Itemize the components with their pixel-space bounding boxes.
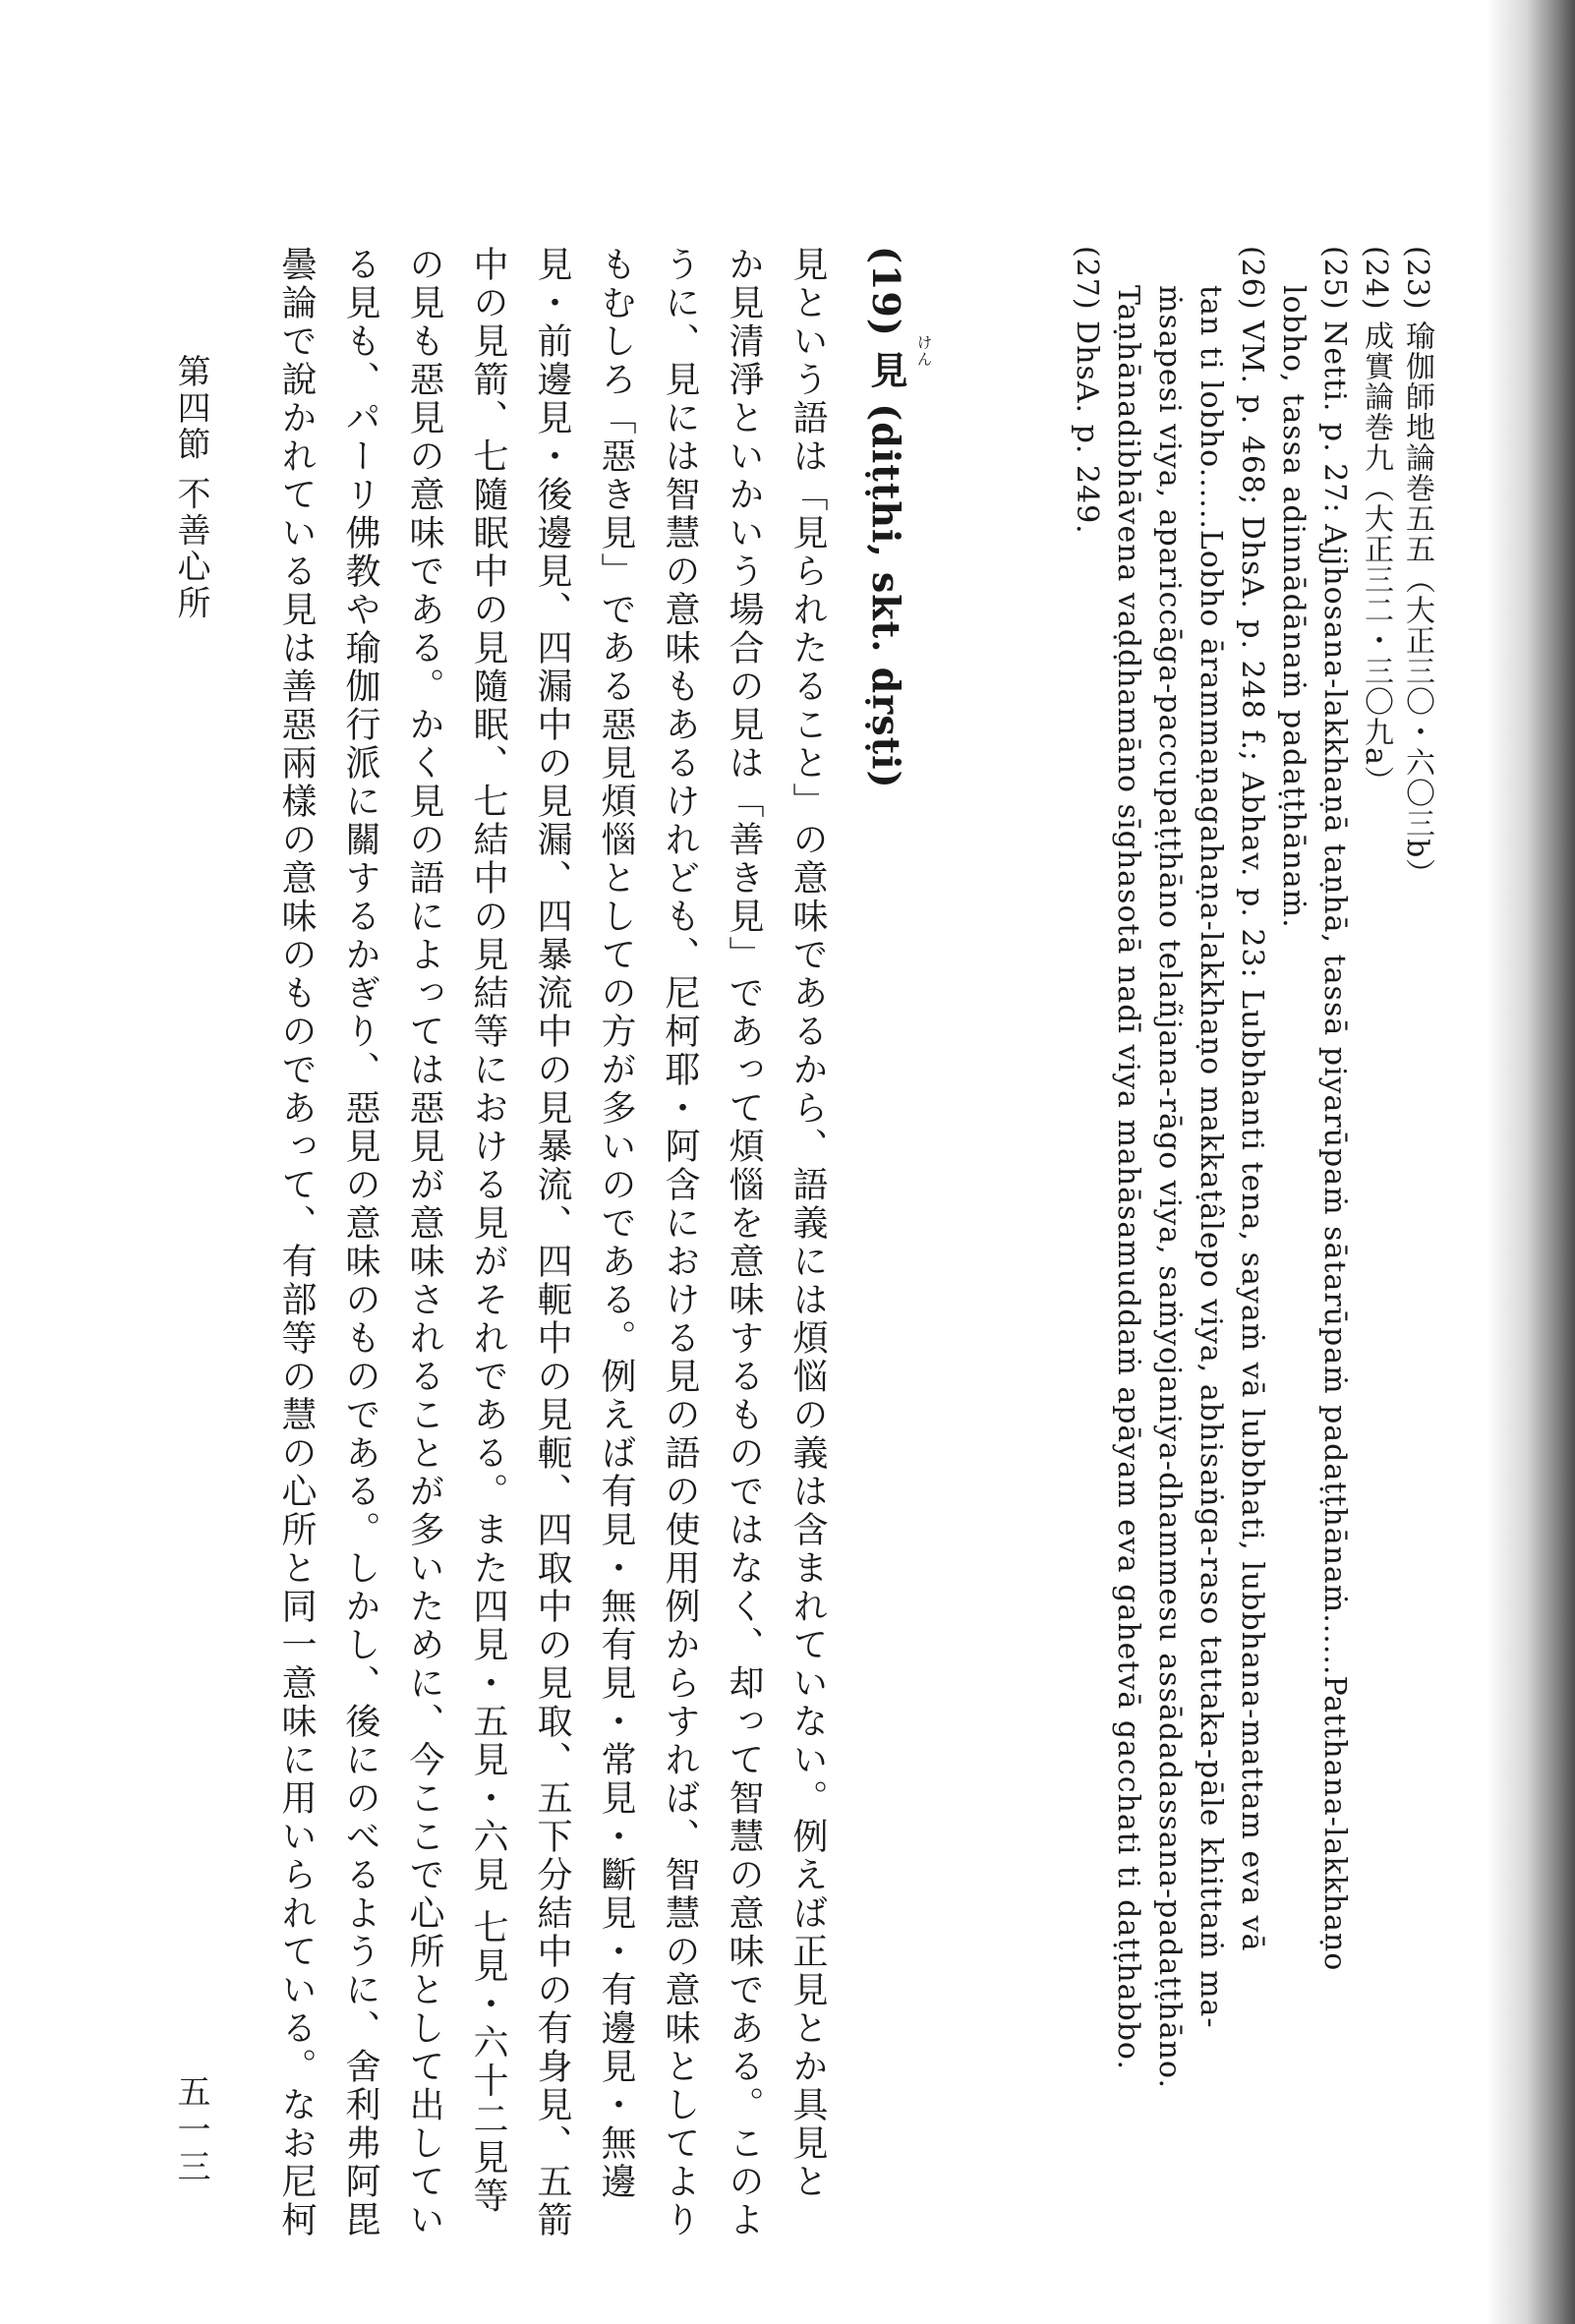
scan-edge-shadow: [1487, 0, 1575, 2324]
footnote-26-line-3: ṁsapesi viya, apariccāga-paccupaṭṭhāno telañjana-rāgo viya, saṁyojaniya-dhammesu assādadassana-padaṭṭhāno.: [1152, 285, 1187, 2090]
body-line-6: 中の見箭、七隨眠中の見隨眠、七結中の見結等における見がそれである。また四見・五見・六見 七見・六十二見等: [468, 246, 508, 2216]
footnote-26-line-2: tan ti lobho......Lobho ārammaṇagahaṇa-lakkhaṇo makkaṭâlepo viya, abhisaṅga-raso tattaka-pāle khittaṁ ma-: [1194, 285, 1228, 2029]
footnote-27: (27) DhsA. p. 249.: [1070, 246, 1104, 535]
heading-ruby: けん: [914, 334, 933, 368]
body-line-7: の見も惡見の意味である。かく見の語によっては惡見が意味されることが多いために、今ここで心所として出してい: [404, 246, 444, 2239]
section-heading-text: (19) 見 (diṭṭhi, skt. dṛṣṭi): [864, 246, 908, 789]
body-line-1: 見という語は「見られたること」の意味であるから、語義には煩悩の義は含まれていない。例えば正見とか具見と: [788, 246, 828, 2201]
footnote-26-line-1: (26) VM. p. 468; DhsA. p. 248 f.; Abhav. p. 23: Lubbhanti tena, sayaṁ vā lubbhati, lubbhana-mattam eva vā: [1235, 246, 1269, 1952]
body-line-5: 見・前邊見・後邊見、四漏中の見漏、四暴流中の見暴流、四軛中の見軛、四取中の見取、五下分結中の有身見、五箭: [532, 246, 572, 2239]
footnote-25-line-2: lobho, tassa adinnādānaṁ padaṭṭhānaṁ.: [1276, 285, 1311, 929]
body-line-2: か見清淨といかいう場合の見は「善き見」であって煩惱を意味するものではなく、却って智慧の意味である。このよ: [724, 246, 764, 2239]
running-head: 第四節 不善心所: [171, 354, 210, 622]
body-line-8: る見も、パーリ佛教や瑜伽行派に關するかぎり、惡見の意味のものである。しかし、後にのべるように、舍利弗阿毘: [340, 246, 380, 2239]
footnote-26-line-4: Taṇhānadibhāvena vaḍḍhamāno sīghasotā nadī viya mahāsamuddaṁ apāyam eva gahetvā gacchati ti daṭṭhabbo.: [1111, 285, 1145, 2070]
body-line-9: 曇論で說かれている見は善惡兩樣の意味のものであって、有部等の慧の心所と同一意味に用いられている。なお尼柯: [276, 246, 317, 2239]
body-line-3: うに、見には智慧の意味もあるけれども、尼柯耶・阿含における見の語の使用例からすれば、智慧の意味としてより: [660, 246, 700, 2239]
footnote-25-line-1: (25) Netti. p. 27: Ajjhosana-lakkhaṇā taṇhā, tassā piyarūpaṁ sātarūpaṁ padaṭṭhānaṁ......Patthana-lakkhaṇo: [1317, 246, 1352, 1972]
page-number: 五一三: [171, 2074, 210, 2186]
footnote-23: (23) 瑜伽師地論巻五五（大正三〇・六〇三b）: [1400, 246, 1434, 890]
footnote-24: (24) 成實論巻九（大正三二・三〇九a）: [1359, 246, 1393, 797]
section-heading: [865, 246, 906, 789]
body-line-4: もむしろ「惡き見」である惡見煩惱としての方が多いのである。例えば有見・無有見・常見・斷見・有邊見・無邊: [596, 246, 636, 2201]
